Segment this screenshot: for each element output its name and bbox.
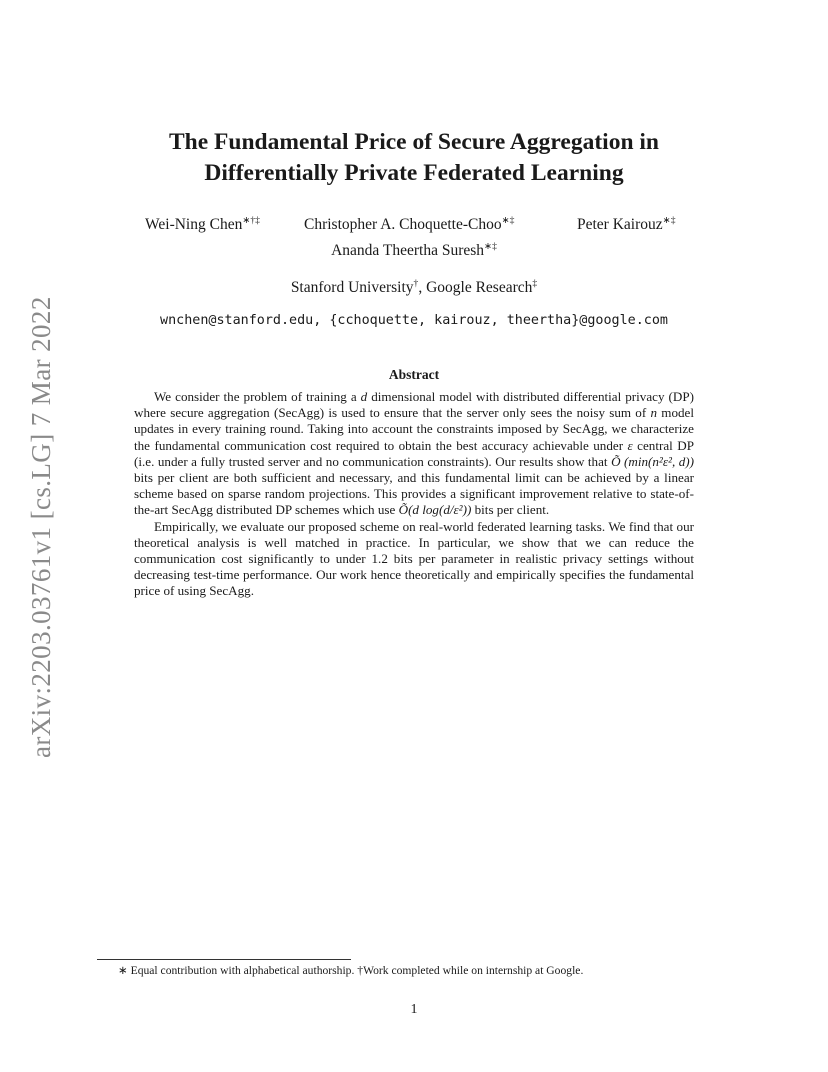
author-name: Ananda Theertha Suresh — [331, 242, 485, 259]
abstract-heading: Abstract — [388, 367, 440, 382]
abstract-body — [134, 389, 694, 600]
author-2 — [304, 216, 514, 234]
paper-title — [100, 127, 728, 189]
math-inline: ε — [627, 437, 633, 453]
math-inline: n — [650, 405, 658, 421]
author-4 — [0, 242, 828, 260]
author-name: Peter Kairouz — [577, 216, 663, 233]
abstract-text: bits per client are both sufficient and necessary, and this fundamental limit can be achieved by a linear scheme based on sparse random projections. This provides a significant improvement relative to state-of-the-art SecAgg distributed DP schemes which use — [134, 470, 694, 518]
footnote-divider — [97, 959, 351, 960]
author-name: Christopher A. Choquette-Choo — [304, 216, 502, 233]
title-line-1: The Fundamental Price of Secure Aggregation in — [169, 129, 659, 155]
math-inline: Õ (min(n²ε², d)) — [611, 453, 694, 469]
math-inline: d — [360, 389, 368, 404]
author-name: Wei-Ning Chen — [145, 216, 243, 233]
affiliation-mark: ‡ — [532, 277, 538, 289]
author-3 — [577, 216, 676, 234]
author-marks: ∗‡ — [484, 240, 497, 252]
footnote: ∗ Equal contribution with alphabetical authorship. †Work completed while on internship at Google. — [118, 964, 584, 977]
affiliations — [0, 279, 828, 297]
abstract-text: We consider the problem of training a — [154, 389, 361, 404]
author-1 — [145, 216, 260, 234]
math-inline: Õ(d log(d/ε²)) — [398, 502, 472, 518]
abstract-text: bits per client. — [471, 502, 550, 518]
abstract-text: dimensional model with distributed differential privacy (DP) where secure aggregation (SecAgg) is used to ensure that the server only sees the noisy sum of — [134, 389, 694, 421]
abstract-paragraph-2: Empirically, we evaluate our proposed scheme on real-world federated learning tasks. We find that our theoretical analysis is well matched in practice. In particular, we show that we can reduce the communication cost significantly to under 1.2 bits per parameter in realistic privacy settings without decreasing test-time performance. Our work hence theoretically and empirically specifies the fundamental price of using SecAgg. — [134, 518, 694, 599]
author-marks: ∗‡ — [501, 214, 515, 226]
affiliation-separator: , — [418, 279, 427, 296]
abstract-text: model updates in every training round. Taking into account the constraints imposed by SecAgg, we characterize the fundamental communication cost required to obtain the best accuracy achievable under — [134, 405, 694, 453]
affiliation-company: Google Research — [426, 279, 533, 296]
page-number: 1 — [410, 1002, 418, 1017]
affiliation-university: Stanford University — [290, 279, 414, 296]
author-marks: ∗†‡ — [242, 214, 260, 226]
author-marks: ∗‡ — [662, 214, 676, 226]
abstract-text: central DP (i.e. under a fully trusted server and no communication constraints). Our results show that — [134, 437, 694, 469]
abstract-paragraph-1 — [134, 389, 694, 519]
arxiv-identifier-text: arXiv:2203.03761v1 [cs.LG] 7 Mar 2022 — [26, 296, 56, 758]
title-line-2: Differentially Private Federated Learning — [204, 160, 624, 186]
arxiv-identifier-stamp — [22, 290, 60, 760]
affiliation-mark: † — [413, 277, 419, 289]
author-emails: wnchen@stanford.edu, {cchoquette, kairouz, theertha}@google.com — [160, 313, 668, 328]
